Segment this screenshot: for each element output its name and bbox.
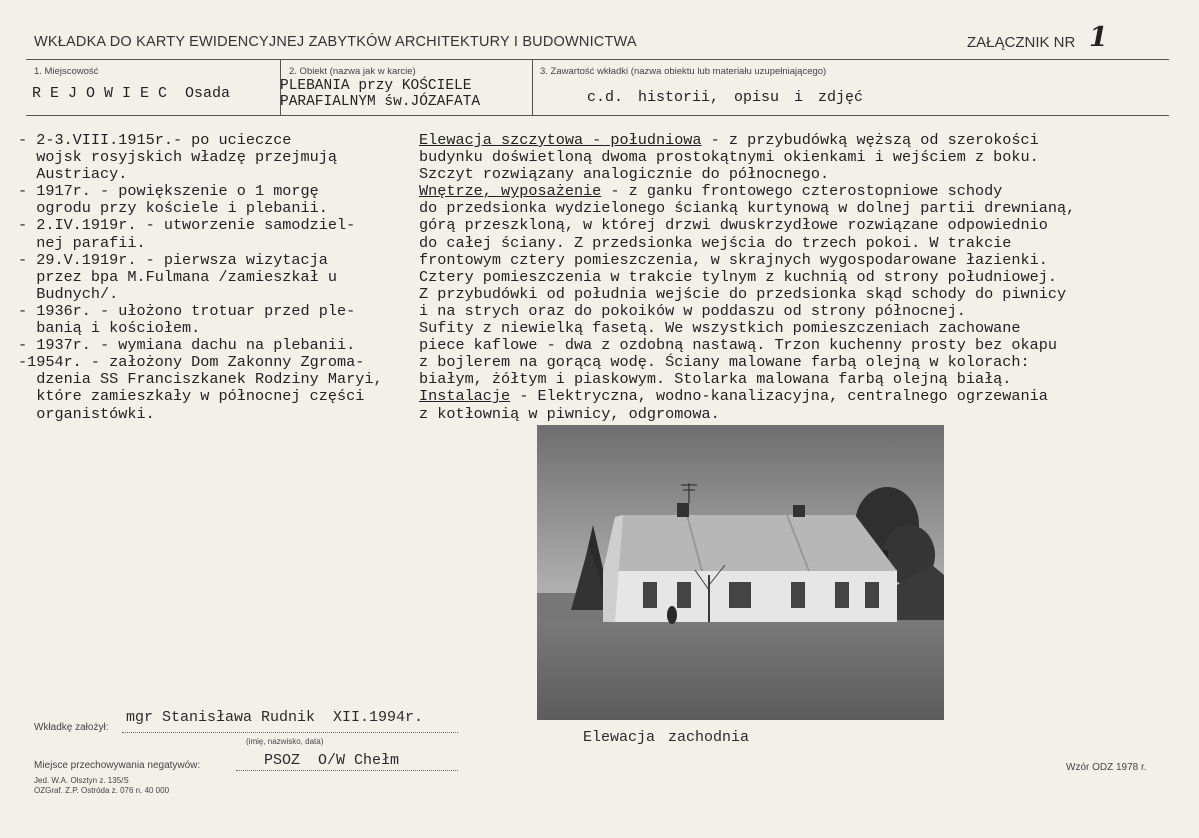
form-id: Wzór ODZ 1978 r. — [1066, 762, 1147, 773]
description-line: z bojlerem na gorącą wodę. Ściany malowane farbą olejną w kolorach: — [419, 353, 1030, 372]
description-line: górą przeszkloną, w której drzwi dwuskrzydłowe rozwiązane odpowiednio — [419, 216, 1048, 235]
content-value: c.d. historii, opisu i zdjęć — [587, 89, 864, 106]
object-value-line1: PLEBANIA przy KOŚCIELE — [280, 78, 472, 94]
history-line: ogrodu przy kościele i plebanii. — [18, 199, 328, 218]
description-line: Cztery pomieszczenia w trakcie tylnym z kuchnią od strony południowej. — [419, 267, 1057, 286]
negatives-value: PSOZ O/W Chełm — [264, 752, 400, 769]
made-by-label: Wkładkę założył: — [34, 722, 109, 733]
object-value-line2: PARAFIALNYM św.JÓZAFATA — [280, 94, 481, 110]
description-line: do całej ściany. Z przedsionka wejścia do trzech pokoi. W trakcie — [419, 233, 1012, 252]
locality-value: R E J O W I E C Osada — [32, 85, 231, 102]
history-line: Budnych/. — [18, 284, 119, 303]
negatives-line — [236, 770, 458, 771]
made-by-hint: (imię, nazwisko, data) — [246, 737, 324, 746]
description-line: budynku doświetloną dwoma prostokątnymi okienkami i wejściem z boku. — [419, 148, 1039, 167]
description-line: Z przybudówki od południa wejście do przedsionka skąd schody do piwnicy — [419, 284, 1067, 303]
history-line: - 29.V.1919r. - pierwsza wizytacja — [18, 250, 328, 269]
negatives-label: Miejsce przechowywania negatywów: — [34, 760, 201, 771]
object-label: 2. Obiekt (nazwa jak w karcie) — [289, 66, 416, 77]
annex-number: 1 — [1089, 22, 1108, 53]
history-line: dzenia SS Franciszkanek Rodziny Maryi, — [18, 370, 383, 389]
photo-illustration — [537, 425, 944, 720]
description-line: piece kaflowe - dwa z ozdobną nastawą. Trzon kuchenny prosty bez okapu — [419, 336, 1057, 355]
made-by-value: mgr Stanisława Rudnik XII.1994r. — [126, 709, 424, 726]
history-line: - 1937r. - wymiana dachu na plebanii. — [18, 336, 356, 355]
history-line: -1954r. - założony Dom Zakonny Zgroma- — [18, 353, 365, 372]
history-line: - 1917r. - powiększenie o 1 morgę — [18, 182, 319, 201]
fields-rule — [26, 115, 1169, 116]
made-by-line — [122, 732, 458, 733]
history-line: Austriacy. — [18, 165, 128, 184]
history-line: wojsk rosyjskich władzę przejmują — [18, 148, 337, 167]
annex-label: ZAŁĄCZNIK NR — [967, 34, 1076, 51]
history-line: banią i kościołem. — [18, 319, 201, 338]
history-line: - 2.IV.1919r. - utworzenie samodziel- — [18, 216, 356, 235]
description-line: Instalacje - Elektryczna, wodno-kanalizacyjna, centralnego ogrzewania — [419, 387, 1048, 406]
photo-caption: Elewacja zachodnia — [583, 729, 750, 746]
description-line: z kotłownią w piwnicy, odgromowa. — [419, 404, 720, 423]
history-line: nej parafii. — [18, 233, 146, 252]
history-line: - 1936r. - ułożono trotuar przed ple- — [18, 301, 356, 320]
history-line: - 2-3.VIII.1915r.- po ucieczce — [18, 131, 292, 149]
history-list — [18, 132, 383, 423]
description-line: Elewacja szczytowa - południowa - z przybudówką węższą od szerokości — [419, 131, 1039, 149]
history-line: które zamieszkały w północnej części — [18, 387, 365, 406]
description-line: białym, żółtym i piaskowym. Stolarka malowana farbą olejną białą. — [419, 370, 1012, 389]
building-photo — [537, 425, 944, 720]
section-heading-installations: Instalacje — [419, 387, 511, 406]
content-label: 3. Zawartość wkładki (nazwa obiektu lub materiału uzupełniającego) — [540, 66, 827, 77]
printer-line-2: OZGraf. Z.P. Ostróda z. 076 n. 40 000 — [34, 786, 170, 795]
section-heading-gable: Elewacja szczytowa - południowa — [419, 131, 702, 149]
header-rule — [26, 59, 1169, 60]
history-line: przez bpa M.Fulmana /zamieszkał u — [18, 267, 337, 286]
description-block — [419, 132, 1075, 423]
description-line: i na strych oraz do pokoików w poddaszu od strony północnej. — [419, 301, 966, 320]
card-title: WKŁADKA DO KARTY EWIDENCYJNEJ ZABYTKÓW ARCHITEKTURY I BUDOWNICTWA — [34, 34, 637, 50]
printer-line-1: Jed. W.A. Olsztyn z. 135/S — [34, 776, 129, 785]
description-line: do przedsionka wydzielonego ścianką kurtynową w dolnej partii drewnianą, — [419, 199, 1076, 218]
description-line: frontowym cztery pomieszczenia, w skrajnych wygospodarowane łazienki. — [419, 250, 1048, 269]
description-line: Szczyt rozwiązany analogicznie do północnego. — [419, 165, 830, 184]
locality-label: 1. Miejscowość — [34, 66, 99, 77]
section-heading-interior: Wnętrze, wyposażenie — [419, 182, 602, 201]
description-line: Sufity z niewielką fasetą. We wszystkich pomieszczeniach zachowane — [419, 319, 1021, 338]
description-line: Wnętrze, wyposażenie - z ganku frontowego czterostopniowe schody — [419, 182, 1003, 201]
field-divider-2 — [532, 59, 533, 115]
history-line: organistówki. — [18, 404, 155, 423]
